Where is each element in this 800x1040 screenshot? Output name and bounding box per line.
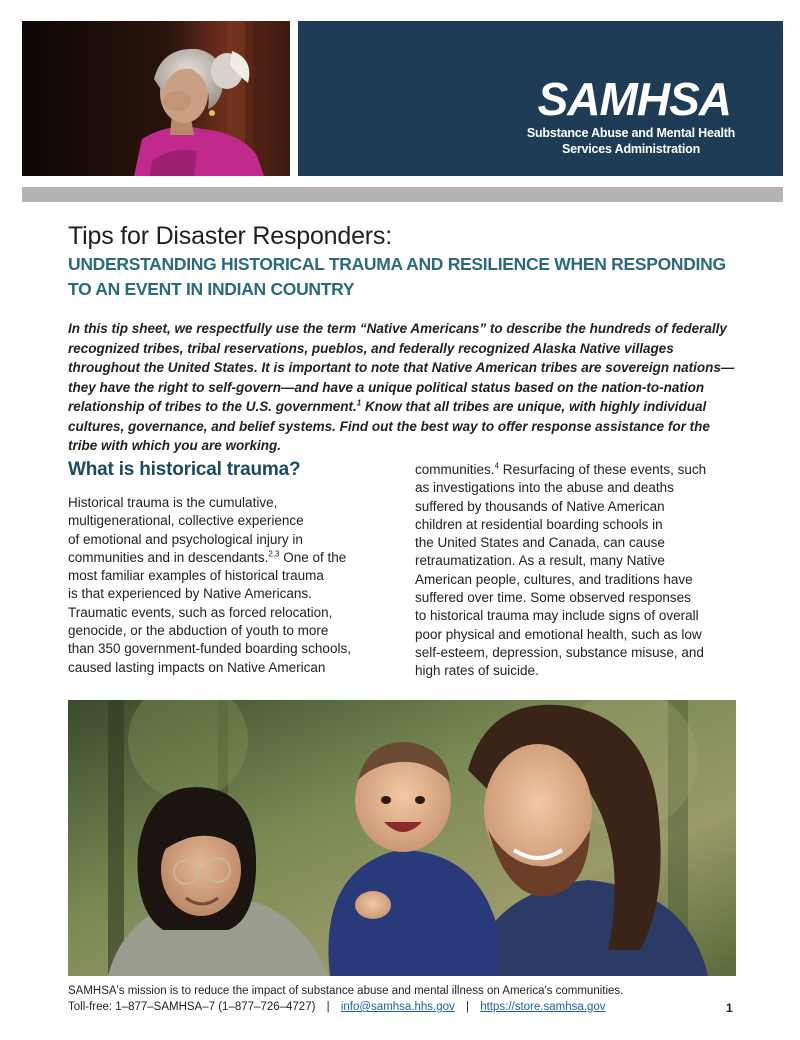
reference-4: 4 (494, 461, 499, 471)
body-line: high rates of suicide. (415, 663, 539, 679)
intro-paragraph (68, 319, 740, 456)
samhsa-logo[interactable]: SAMHSA (537, 73, 731, 125)
separator: | (466, 1001, 469, 1013)
body-line: American people, cultures, and traditions have (415, 571, 693, 587)
body-column-left (68, 494, 388, 677)
header-divider-band (22, 187, 783, 202)
body-line: the United States and Canada, can cause (415, 535, 665, 551)
body-line: Traumatic events, such as forced relocation, (68, 604, 333, 620)
store-link[interactable]: https://store.samhsa.gov (480, 1001, 606, 1013)
body-line: children at residential boarding schools in (415, 516, 663, 532)
body-line: genocide, or the abduction of youth to more (68, 623, 329, 639)
body-line: caused lasting impacts on Native American (68, 659, 326, 675)
family-photo (68, 700, 736, 976)
page-title: Tips for Disaster Responders: (68, 222, 392, 250)
body-line: suffered by thousands of Native American (415, 498, 665, 514)
body-line-text: communities and in descendants. (68, 549, 269, 565)
email-link[interactable]: info@samhsa.hhs.gov (340, 1001, 455, 1013)
page-subtitle: UNDERSTANDING HISTORICAL TRAUMA AND RESILIENCE WHEN RESPONDING TO AN EVENT IN INDIAN COUNTRY (68, 254, 726, 299)
body-line: Historical trauma is the cumulative, (68, 495, 278, 510)
body-line: to historical trauma may include signs of overall (415, 608, 699, 624)
body-line: retraumatization. As a result, many Native (415, 553, 665, 569)
intro-reference-1: 1 (356, 398, 362, 408)
toll-free-number: Toll-free: 1–877–SAMHSA–7 (1–877–726–4727) (68, 1001, 316, 1013)
body-line-text: Resurfacing of these events, such (498, 462, 707, 477)
body-line: most familiar examples of historical trauma (68, 568, 324, 584)
body-column-right (415, 461, 745, 681)
body-line: of emotional and psychological injury in (68, 531, 303, 547)
body-line-text: One of the (279, 549, 347, 565)
reference-2-3: 2,3 (268, 549, 280, 559)
mission-statement: SAMHSA's mission is to reduce the impact of substance abuse and mental illness on America's communities. (68, 985, 624, 997)
body-line: poor physical and emotional health, such as low (415, 626, 702, 642)
header-photo-elder-woman (22, 21, 290, 176)
section-heading: What is historical trauma? (68, 459, 301, 480)
body-line: suffered over time. Some observed responses (415, 590, 691, 606)
page-number: 1 (726, 1001, 733, 1015)
contact-line (68, 1001, 606, 1013)
body-line-text: communities. (415, 462, 495, 477)
body-line: multigenerational, collective experience (68, 513, 304, 529)
intro-text-part1: In this tip sheet, we respectfully use the term “Native Americans” to describe the hundreds of federally recognized tribes, tribal reservations, pueblos, and federally recognized Alaska Native villages throughout the United States. It is important to note that Native American tribes are sovereign nations—they have the right to self-govern—and have a unique political status based on the nation-to-nation relationship of tribes to the U.S. government. (68, 321, 735, 414)
separator: | (326, 1001, 330, 1013)
brand-panel (298, 21, 783, 176)
body-line: is that experienced by Native Americans. (68, 586, 312, 602)
intro-text-part2: Know that all tribes are unique, with highly individual cultures, governance, and belief systems. Find out the best way to offer response assistance for the tribe with which you are working. (68, 399, 710, 453)
body-line: than 350 government-funded boarding schools, (68, 641, 351, 657)
samhsa-logo-subtitle: Substance Abuse and Mental Health Services Administration (526, 126, 736, 156)
body-line: self-esteem, depression, substance misuse, and (415, 644, 704, 660)
body-line: as investigations into the abuse and deaths (415, 480, 674, 496)
body-line (415, 461, 745, 479)
body-line (68, 549, 388, 567)
